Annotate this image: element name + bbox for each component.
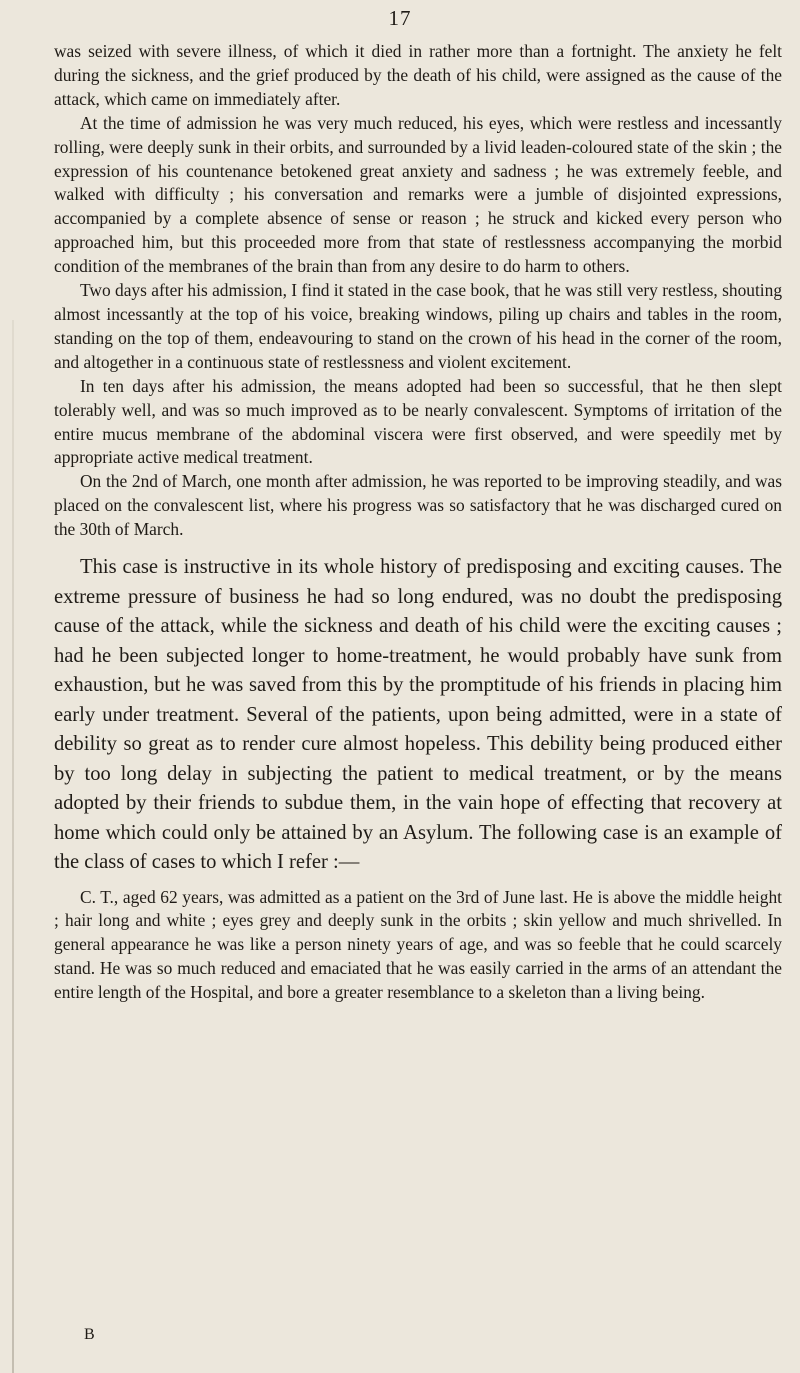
page-binding-edge [12, 320, 14, 1373]
paragraph-two-days-after: Two days after his admission, I find it stated in the case book, that he was still very restless, shouting almost incessantly at the top of his voice, breaking windows, piling up chairs and tables in the room, standing on the top of them, endeavouring to stand on the crown of his head in the corner of the room, and altogether in a continuous state of restlessness and violent excitement. [54, 280, 783, 372]
page-number: 17 [388, 6, 412, 30]
paragraph-admission-state: At the time of admission he was very much reduced, his eyes, which were restless and incessantly rolling, were deeply sunk in their orbits, and surrounded by a livid leaden-coloured state of the skin ; the expression of his countenance betokened great anxiety and sadness ; he was extremely feeble, and walked with difficulty ; his conversation and remarks were a jumble of disjointed expressions, accompanied by a complete absence of sense or reason ; he struck and kicked every person who approached him, but this proceeded more from that state of restlessness accompanying the morbid condition of the membranes of the brain than from any desire to do harm to others. [54, 112, 782, 277]
signature-mark: B [84, 1326, 95, 1343]
page-body [54, 40, 782, 1005]
paragraph-continuation: was seized with severe illness, of which it died in rather more than a fortnight. The anxiety he felt during the sickness, and the grief produced by the death of his child, were assigned as the cause of the attack, which came on immediately after. [54, 41, 782, 109]
paragraph-ten-days-after: In ten days after his admission, the means adopted had been so successful, that he then slept tolerably well, and was so much improved as to be nearly convalescent. Symptoms of irritation of the entire mucus membrane of the abdominal viscera were first observed, and were speedily met by appropriate active medical treatment. [54, 375, 782, 468]
paragraph-case-ct: C. T., aged 62 years, was admitted as a patient on the 3rd of June last. He is above the middle height ; hair long and white ; eyes grey and deeply sunk in the orbits ; skin yellow and much shrivelled. In general appearance he was like a person ninety years of age, and was so feeble that he could scarcely stand. He was so much reduced and emaciated that he was easily carried in the arms of an attendant the entire length of the Hospital, and bore a greater resemblance to a skeleton than a living being. [54, 886, 782, 1003]
paragraph-march-discharge: On the 2nd of March, one month after admission, he was reported to be improving steadily, and was placed on the convalescent list, where his progress was so satisfactory that he was discharged cured on the 30th of March. [54, 471, 782, 540]
paragraph-case-commentary: This case is instructive in its whole history of predisposing and exciting causes. The extreme pressure of business he had so long endured, was no doubt the predisposing cause of the attack, while the sickness and death of his child were the exciting causes ; had he been subjected longer to home-treatment, he would probably have sunk from exhaustion, but he was saved from this by the promptitude of his friends in placing him early under treatment. Several of the patients, upon being admitted, were in a state of debility so great as to render cure almost hopeless. This debility being produced either by too long delay in subjecting the patient to medical treatment, or by the means adopted by their friends to subdue them, in the vain hope of effecting that recovery at home which could only be attained by an Asylum. The following case is an example of the class of cases to which I refer :— [54, 556, 782, 874]
